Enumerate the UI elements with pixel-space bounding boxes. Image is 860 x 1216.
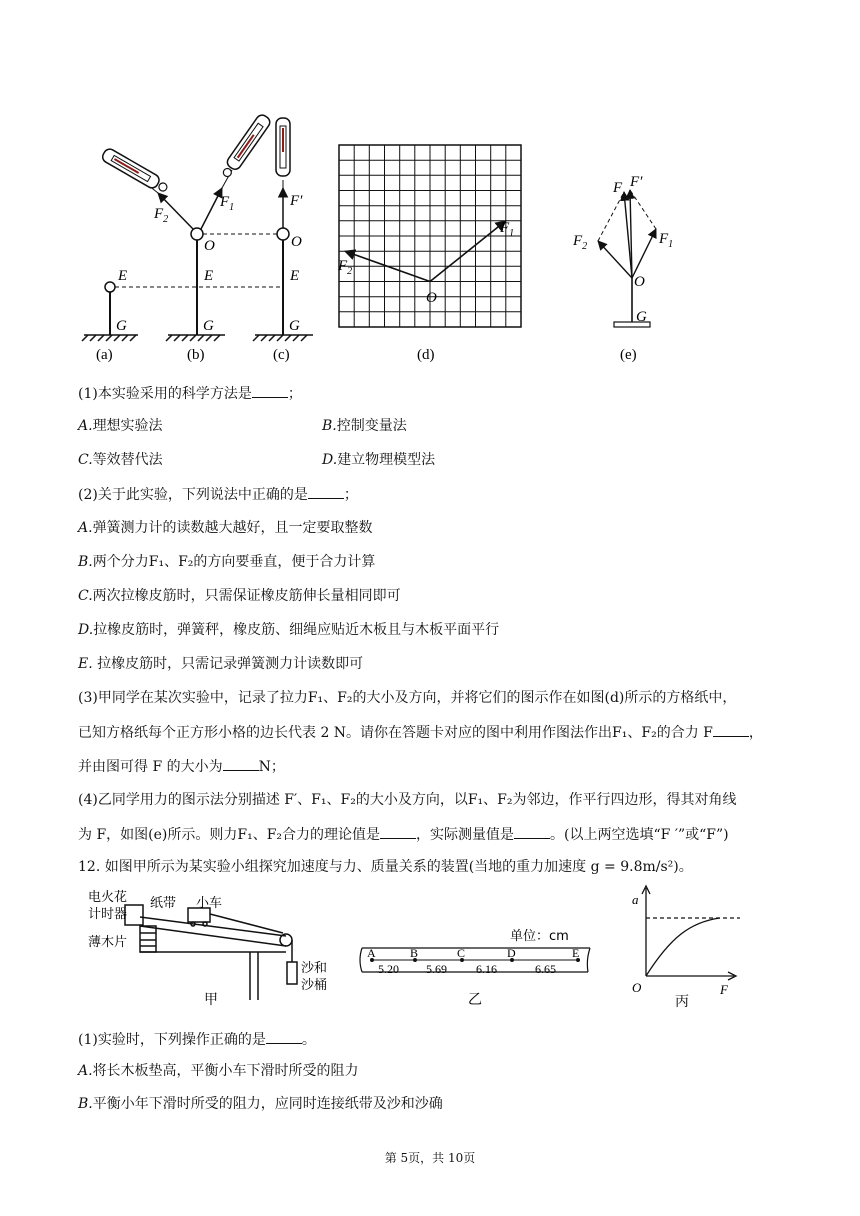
q11-2-stem: (2)关于此实验，下列说法中正确的是 ；	[78, 484, 358, 505]
label-F-e: F	[613, 180, 623, 196]
ground-a	[82, 335, 138, 341]
q11-4-line2: 为 F，如图(e)所示。则力F₁、F₂合力的理论值是 ，实际测量值是 。(以上两空选填“F ′”或“F”)	[78, 824, 729, 845]
answer-blank[interactable]	[266, 1029, 302, 1044]
answer-blank[interactable]	[514, 824, 550, 839]
q11-1-stem: (1)本实验采用的科学方法是 ；	[78, 383, 302, 404]
q12-1-stem: (1)实验时，下列操作正确的是 。	[78, 1029, 316, 1050]
axis-F: F	[720, 982, 728, 997]
answer-blank[interactable]	[252, 383, 288, 398]
q11-2-option-c: C.两次拉橡皮筋时，只需保证橡皮筋伸长量相同即可	[78, 588, 401, 604]
q11-2-option-a: A.弹簧测力计的读数越大越好，且一定要取整数	[78, 520, 373, 536]
q11-4-line1: (4)乙同学用力的图示法分别描述 F′、F₁、F₂的大小及方向，以F₁、F₂为邻边，作平行四边形，得其对角线	[78, 792, 737, 808]
axis-a: a	[632, 892, 639, 907]
ground-c	[253, 335, 313, 341]
page-footer: 第 5页，共 10页	[384, 1151, 476, 1165]
q11-1-options-row2: C.等效替代法 D.建立物理模型法	[78, 452, 436, 468]
label-unit: 单位：cm	[510, 929, 569, 944]
q12-stem: 12. 如图甲所示为某实验小组探究加速度与力、质量关系的装置(当地的重力加速度 g = 9.8m/s²)。	[78, 859, 693, 875]
label-G-e: G	[636, 309, 647, 325]
spring-scale-left	[101, 147, 170, 195]
q12-1-option-a: A.将长木板垫高，平衡小车下滑时所受的阻力	[78, 1063, 359, 1079]
label-G-a: G	[116, 318, 127, 334]
label-bing: 丙	[675, 994, 689, 1010]
label-F2-e: $F_2$	[573, 233, 588, 252]
axis-O: O	[632, 980, 642, 995]
answer-blank[interactable]	[223, 756, 259, 771]
label-E-b: E	[204, 268, 214, 284]
spring-scale-vertical	[276, 118, 290, 176]
label-d: (d)	[417, 347, 435, 363]
label-O-d: O	[426, 290, 437, 306]
distance-BC: 5.69	[426, 962, 447, 976]
label-cart: 小车	[196, 896, 223, 911]
point-B: B	[410, 946, 419, 960]
label-F2-b: $F_2$	[154, 206, 169, 225]
distance-DE: 6.65	[535, 962, 556, 976]
point-C: C	[457, 946, 466, 960]
figure-force-experiment	[0, 0, 860, 370]
label-e: (e)	[620, 347, 637, 363]
label-G-b: G	[203, 318, 214, 334]
answer-blank[interactable]	[380, 824, 416, 839]
label-a: (a)	[96, 347, 113, 363]
label-E-a: E	[118, 268, 128, 284]
q11-3-line1: (3)甲同学在某次实验中，记录了拉力F₁、F₂的大小及方向，并将它们的图示作在如图(d)所示的方格纸中，	[78, 690, 737, 706]
spring-scale-right	[219, 113, 272, 180]
figure-acceleration-experiment	[0, 878, 860, 1018]
q11-1-options-row1: A.理想实验法 B.控制变量法	[78, 418, 407, 434]
label-O-e: O	[634, 274, 645, 290]
point-A: A	[367, 946, 376, 960]
label-b: (b)	[187, 347, 205, 363]
label-F1-d: $F_1$	[500, 220, 515, 239]
answer-blank[interactable]	[308, 484, 344, 499]
label-F1-e: $F_1$	[659, 231, 674, 250]
label-c: (c)	[273, 347, 290, 363]
label-bucket-1: 沙和	[301, 961, 328, 976]
q12-1-option-b: B.平衡小年下滑时所受的阻力，应同时连接纸带及沙和沙确	[78, 1096, 443, 1112]
ground-b	[166, 335, 225, 341]
q11-3-line3: 并由图可得 F 的大小为 N；	[78, 756, 285, 777]
label-G-c: G	[289, 318, 300, 334]
point-D: D	[507, 946, 516, 960]
label-E-c: E	[290, 268, 300, 284]
q11-2-option-d: D.拉橡皮筋时，弹簧秤，橡皮筋、细绳应贴近木板且与木板平面平行	[78, 622, 500, 638]
label-F1-b: $F_1$	[220, 194, 235, 213]
label-F2-d: $F_2$	[338, 258, 353, 277]
distance-CD: 6.16	[476, 962, 497, 976]
label-timer-2: 计时器	[88, 907, 128, 922]
label-Fprime-c: F′	[290, 193, 303, 209]
label-block: 薄木片	[88, 935, 128, 950]
point-E: E	[572, 946, 580, 960]
label-jia: 甲	[204, 992, 218, 1008]
label-timer-1: 电火花	[88, 890, 128, 905]
label-Fprime-e: F′	[630, 174, 643, 190]
label-O-b: O	[204, 238, 215, 254]
q11-2-option-e: E. 拉橡皮筋时，只需记录弹簧测力计读数即可	[78, 656, 364, 672]
distance-AB: 5.20	[378, 962, 399, 976]
q11-3-line2: 已知方格纸每个正方形小格的边长代表 2 N。请你在答题卡对应的图中利用作图法作出F₁、F₂的合力 F ，	[78, 722, 763, 743]
label-tape: 纸带	[150, 896, 177, 911]
answer-blank[interactable]	[713, 722, 749, 737]
label-yi: 乙	[468, 992, 482, 1008]
q11-2-option-b: B.两个分力F₁、F₂的方向要垂直，便于合力计算	[78, 554, 376, 570]
label-O-c: O	[291, 234, 302, 250]
label-bucket-2: 沙桶	[301, 978, 328, 993]
